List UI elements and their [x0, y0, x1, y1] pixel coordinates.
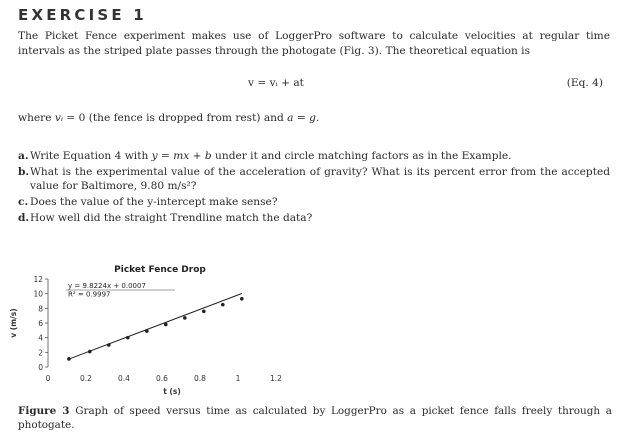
where-var-g: g	[309, 112, 316, 124]
x-tick-label: 1.2	[270, 374, 282, 383]
where-end: .	[315, 112, 320, 124]
question-text: Does the value of the y-intercept make sense?	[30, 195, 278, 208]
question-letter: a.	[18, 150, 29, 162]
y-tick-label: 8	[38, 304, 43, 314]
where-mid2: =	[296, 112, 306, 124]
question-d	[18, 212, 610, 226]
data-point	[88, 350, 92, 354]
where-prefix: where	[18, 112, 52, 124]
x-tick-label: 0.8	[194, 374, 206, 383]
data-point	[126, 336, 130, 340]
question-a-math: y = mx + b	[151, 150, 212, 162]
trendline-annotation: y = 9.8224x + 0.0007	[68, 282, 146, 290]
trendline-annotation: R² = 0.9997	[68, 290, 111, 299]
where-var-a: a	[287, 112, 294, 124]
question-text: How well did the straight Trendline match the data?	[30, 211, 313, 224]
y-tick-label: 12	[33, 275, 43, 284]
question-b	[18, 166, 610, 194]
question-text: What is the experimental value of the acceleration of gravity? What is its percent error from the accepted value for Baltimore, 9.80 m/s²?	[30, 165, 610, 192]
data-point	[221, 303, 225, 307]
x-axis-label: t (s)	[163, 387, 181, 396]
question-letter: c.	[18, 195, 29, 208]
trendline	[69, 294, 242, 360]
question-a-post: under it and circle matching factors as in the Example.	[215, 150, 512, 162]
data-point	[67, 357, 71, 361]
equation-number: (Eq. 4)	[566, 77, 603, 89]
x-tick-label: 1	[235, 374, 241, 383]
exercise-heading: EXERCISE 1	[18, 6, 147, 24]
intro-paragraph: The Picket Fence experiment makes use of LoggerPro software to calculate velocities at regular time intervals as the striped plate passes through the photogate (Fig. 3). The theoretical equation is	[18, 30, 610, 57]
question-letter: d.	[18, 211, 30, 224]
x-tick-label: 0.2	[80, 374, 92, 383]
question-list	[18, 150, 610, 228]
x-tick-label: 0	[45, 374, 51, 383]
data-point	[240, 297, 244, 301]
y-tick-label: 10	[33, 289, 43, 299]
x-tick-label: 0.4	[118, 374, 130, 383]
y-axis-label: v (m/s)	[9, 308, 18, 338]
question-a-pre: Write Equation 4 with	[30, 150, 149, 162]
equation-4: v = vᵢ + at	[248, 77, 304, 89]
question-letter: b.	[18, 165, 30, 178]
data-point	[164, 323, 168, 327]
where-var-vi: vᵢ	[54, 112, 63, 124]
data-point	[202, 309, 206, 313]
figure-caption	[18, 405, 612, 432]
y-tick-label: 6	[38, 319, 43, 328]
figure-caption-text: Graph of speed versus time as calculated by LoggerPro as a picket fence falls freely through a photogate.	[18, 405, 612, 431]
y-tick-label: 0	[38, 363, 43, 372]
question-text	[30, 150, 610, 164]
x-tick-label: 0.6	[156, 374, 168, 383]
data-point	[107, 343, 111, 347]
where-line	[18, 112, 319, 124]
y-tick-label: 4	[38, 333, 43, 343]
picket-fence-chart	[0, 257, 300, 399]
question-a	[18, 150, 610, 164]
figure-label: Figure 3	[18, 405, 70, 417]
question-c	[18, 196, 610, 210]
data-point	[145, 329, 149, 333]
where-mid1: = 0 (the fence is dropped from rest) and	[66, 112, 284, 124]
chart-title: Picket Fence Drop	[114, 265, 206, 275]
y-tick-label: 2	[38, 348, 43, 358]
data-point	[183, 316, 187, 320]
